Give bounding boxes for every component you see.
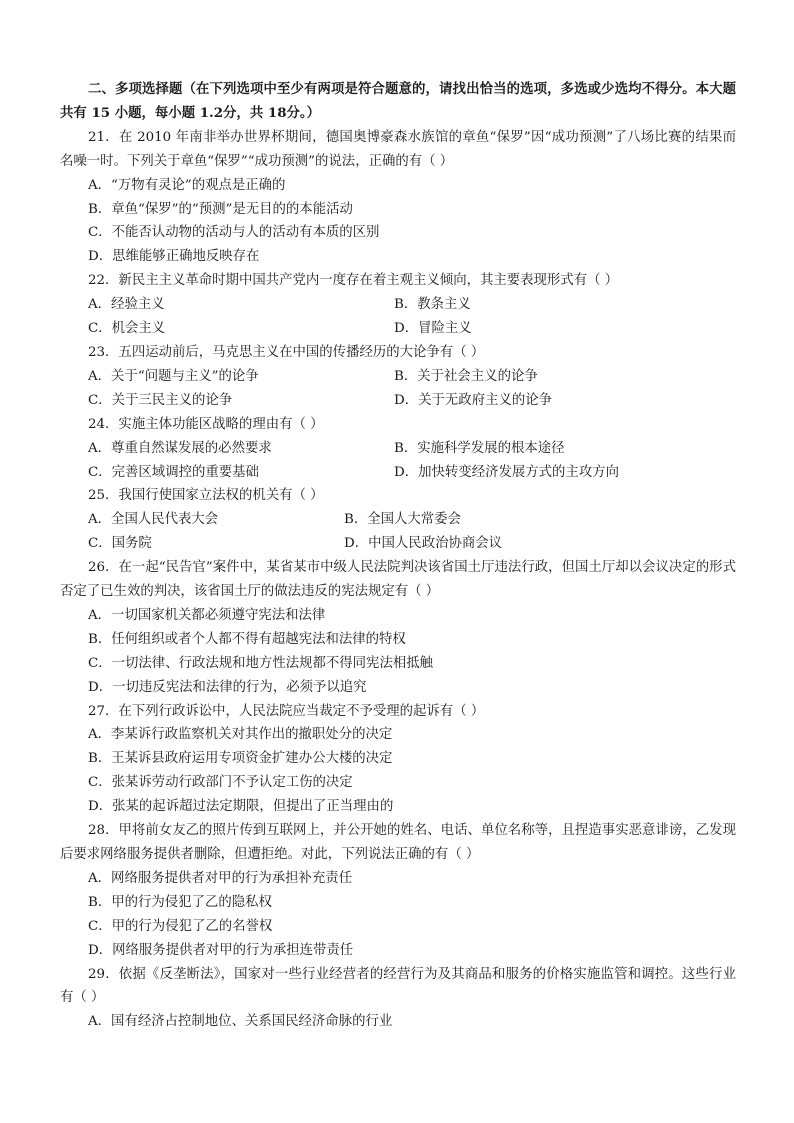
- question-stem: 28．甲将前女友乙的照片传到互联网上，并公开她的姓名、电话、单位名称等，且捏造事实恶意诽谤，乙发现后要求网络服务提供者删除，但遭拒绝。对此，下列说法正确的有（ ）: [60, 823, 736, 862]
- options-row: [60, 389, 736, 413]
- question-stem: 21．在 2010 年南非举办世界杯期间，德国奥博豪森水族馆的章鱼“保罗”因“成功预测”了八场比赛的结果而名噪一时。下列关于章鱼“保罗”“成功预测”的说法，正确的有（ ）: [60, 129, 736, 169]
- option-a: A．“万物有灵论”的观点是正确的: [88, 177, 286, 193]
- option-b: B．教条主义: [394, 297, 471, 313]
- option-a: A．网络服务提供者对甲的行为承担补充责任: [88, 870, 353, 886]
- option-c: C．机会主义: [88, 321, 166, 337]
- option-a: A．尊重自然谋发展的必然要求: [88, 440, 272, 456]
- option-d: D．中国人民政治协商会议: [344, 536, 503, 552]
- option-c: C．完善区域调控的重要基础: [88, 464, 259, 480]
- option-a: A．经验主义: [88, 297, 165, 313]
- option-c: C．关于三民主义的论争: [88, 392, 233, 408]
- question-27: [60, 700, 736, 820]
- question-28: [60, 819, 736, 962]
- option-d: D．张某的起诉超过法定期限，但提出了正当理由的: [88, 799, 394, 815]
- option-c: C．一切法律、行政法规和地方性法规都不得同宪法相抵触: [88, 655, 434, 671]
- option-a: A．关于“问题与主义”的论争: [88, 368, 259, 384]
- option-d: D．思维能够正确地反映存在: [88, 249, 260, 265]
- option-c: C．不能否认动物的活动与人的活动有本质的区别: [88, 225, 380, 241]
- question-stem: 24．实施主体功能区战略的理由有（ ）: [88, 416, 324, 432]
- exam-content: [60, 78, 736, 1034]
- option-b: B．全国人大常委会: [344, 512, 461, 528]
- option-a: A．李某诉行政监察机关对其作出的撤职处分的决定: [88, 727, 393, 743]
- option-c: C．国务院: [88, 536, 152, 552]
- option-d: D．一切违反宪法和法律的行为，必须予以追究: [88, 679, 367, 695]
- option-d: D．网络服务提供者对甲的行为承担连带责任: [88, 942, 354, 958]
- option-b: B．王某诉县政府运用专项资金扩建办公大楼的决定: [88, 751, 393, 767]
- options-row: [60, 293, 736, 317]
- question-26: [60, 556, 736, 699]
- question-25: [60, 484, 736, 556]
- question-stem: 29．依据《反垄断法》，国家对一些行业经营者的经营行为及其商品和服务的价格实施监管和调控。这些行业有（ ）: [60, 966, 736, 1006]
- question-stem: 27．在下列行政诉讼中，人民法院应当裁定不予受理的起诉有（ ）: [88, 703, 485, 719]
- option-a: A．国有经济占控制地位、关系国民经济命脉的行业: [88, 1014, 393, 1030]
- question-stem: 25．我国行使国家立法权的机关有（ ）: [88, 488, 324, 504]
- option-c: C．甲的行为侵犯了乙的名誉权: [88, 918, 273, 934]
- option-d: D．关于无政府主义的论争: [394, 392, 553, 408]
- question-29: [60, 963, 736, 1035]
- options-row: [60, 437, 736, 461]
- option-b: B．任何组织或者个人都不得有超越宪法和法律的特权: [88, 631, 406, 647]
- question-stem: 22．新民主主义革命时期中国共产党内一度存在着主观主义倾向，其主要表现形式有（ ）: [88, 273, 619, 289]
- option-d: D．加快转变经济发展方式的主攻方向: [394, 464, 619, 480]
- option-b: B．甲的行为侵犯了乙的隐私权: [88, 894, 272, 910]
- option-c: C．张某诉劳动行政部门不予认定工伤的决定: [88, 775, 353, 791]
- options-row: [60, 461, 736, 485]
- options-row: [60, 317, 736, 341]
- options-row: [60, 532, 736, 556]
- question-21: [60, 126, 736, 269]
- option-a: A．全国人民代表大会: [88, 512, 219, 528]
- options-row: [60, 508, 736, 532]
- section-heading: 二、多项选择题（在下列选项中至少有两项是符合题意的，请找出恰当的选项，多选或少选均不得分。本大题共有 15 小题，每小题 1.2分，共 18分。）: [60, 81, 736, 121]
- question-stem: 23．五四运动前后，马克思主义在中国的传播经历的大论争有（ ）: [88, 344, 485, 360]
- option-b: B．实施科学发展的根本途径: [394, 440, 565, 456]
- option-d: D．冒险主义: [394, 321, 472, 337]
- option-a: A．一切国家机关都必须遵守宪法和法律: [88, 607, 326, 623]
- option-b: B．章鱼“保罗”的“预测”是无目的的本能活动: [88, 201, 353, 217]
- option-b: B．关于社会主义的论争: [394, 368, 538, 384]
- question-22: [60, 269, 736, 341]
- options-row: [60, 365, 736, 389]
- question-stem: 26．在一起“民告官”案件中，某省某市中级人民法院判决该省国土厅违法行政，但国土厅却以会议决定的形式否定了已生效的判决，该省国土厅的做法违反的宪法规定有（ ）: [60, 560, 736, 600]
- question-23: [60, 341, 736, 413]
- question-24: [60, 413, 736, 485]
